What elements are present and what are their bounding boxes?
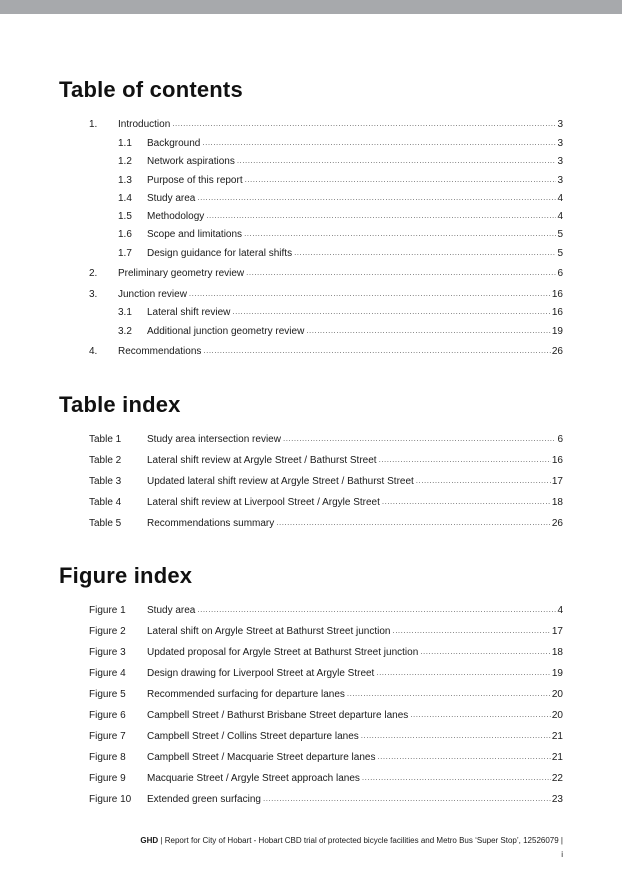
figure-index-page: 20 <box>551 710 563 721</box>
figure-index-page: 19 <box>551 668 563 679</box>
toc-item-number: 3.2 <box>118 326 132 337</box>
leader-dots <box>276 518 551 528</box>
toc-item-title: Purpose of this report <box>147 175 243 186</box>
toc-item-page: 3 <box>557 138 563 149</box>
toc-item-number: 1. <box>89 119 98 130</box>
figure-index-number: Figure 2 <box>89 626 126 637</box>
toc-heading: Table of contents <box>59 77 243 102</box>
leader-dots <box>245 175 557 185</box>
leader-dots <box>392 626 550 636</box>
table-index-page: 17 <box>551 476 563 487</box>
toc-item-title: Lateral shift review <box>147 307 231 318</box>
table-index-item[interactable] <box>89 516 563 530</box>
header-bar <box>0 0 622 14</box>
leader-dots <box>416 476 551 486</box>
figure-index-item[interactable] <box>89 687 563 701</box>
figure-index-number: Figure 10 <box>89 794 132 805</box>
table-index-page: 18 <box>551 497 563 508</box>
toc-item[interactable] <box>89 266 563 280</box>
leader-dots <box>382 497 551 507</box>
toc-item-page: 19 <box>551 326 563 337</box>
table-index-number: Table 2 <box>89 455 122 466</box>
figure-index-number: Figure 1 <box>89 605 126 616</box>
toc-item-title: Introduction <box>118 119 171 130</box>
table-index-item[interactable] <box>89 453 563 467</box>
table-index-item[interactable] <box>89 495 563 509</box>
figure-index-title: Campbell Street / Collins Street departure lanes <box>147 731 359 742</box>
toc-item[interactable] <box>118 246 563 260</box>
toc-item[interactable] <box>118 305 563 319</box>
leader-dots <box>263 794 551 804</box>
figure-index-page: 17 <box>551 626 563 637</box>
toc-item-title: Recommendations <box>118 346 202 357</box>
table-index-title: Recommendations summary <box>147 518 275 529</box>
figure-index-item[interactable] <box>89 666 563 680</box>
toc-item-page: 4 <box>557 193 563 204</box>
table-index-item[interactable] <box>89 432 563 446</box>
table-index-title: Lateral shift review at Liverpool Street / Argyle Street <box>147 497 380 508</box>
table-index-number: Table 5 <box>89 518 122 529</box>
leader-dots <box>172 119 556 129</box>
toc-item-title: Network aspirations <box>147 156 235 167</box>
leader-dots <box>283 434 556 444</box>
leader-dots <box>206 211 556 221</box>
figure-index-number: Figure 8 <box>89 752 126 763</box>
toc-item[interactable] <box>118 136 563 150</box>
leader-dots <box>244 229 556 239</box>
footer <box>140 836 563 845</box>
leader-dots <box>379 455 551 465</box>
toc-item[interactable] <box>118 173 563 187</box>
footer-company: GHD <box>140 836 159 845</box>
leader-dots <box>197 193 556 203</box>
toc-item-page: 3 <box>557 119 563 130</box>
table-index-number: Table 3 <box>89 476 122 487</box>
toc-item-title: Design guidance for lateral shifts <box>147 248 293 259</box>
leader-dots <box>410 710 551 720</box>
table-index-page: 6 <box>557 434 563 445</box>
toc-item-number: 1.3 <box>118 175 132 186</box>
leader-dots <box>197 605 556 615</box>
figure-index-title: Extended green surfacing <box>147 794 261 805</box>
footer-page-number: i <box>561 850 563 859</box>
leader-dots <box>376 668 551 678</box>
toc-item-number: 1.2 <box>118 156 132 167</box>
figure-index-number: Figure 6 <box>89 710 126 721</box>
leader-dots <box>361 731 551 741</box>
table-index-item[interactable] <box>89 474 563 488</box>
table-index-title: Study area intersection review <box>147 434 281 445</box>
leader-dots <box>347 689 551 699</box>
toc-item-number: 1.1 <box>118 138 132 149</box>
figure-index-number: Figure 3 <box>89 647 126 658</box>
leader-dots <box>420 647 551 657</box>
toc-item-page: 4 <box>557 211 563 222</box>
figure-index-title: Recommended surfacing for departure lanes <box>147 689 345 700</box>
toc-item-page: 3 <box>557 156 563 167</box>
leader-dots <box>306 326 551 336</box>
leader-dots <box>202 138 556 148</box>
figure-index-page: 20 <box>551 689 563 700</box>
figure-index-number: Figure 7 <box>89 731 126 742</box>
figure-index-item[interactable] <box>89 771 563 785</box>
figure-index-title: Campbell Street / Bathurst Brisbane Street departure lanes <box>147 710 409 721</box>
leader-dots <box>189 289 551 299</box>
toc-item[interactable] <box>118 154 563 168</box>
toc-item-number: 2. <box>89 268 98 279</box>
figure-index-number: Figure 5 <box>89 689 126 700</box>
figure-index-heading: Figure index <box>59 563 193 588</box>
leader-dots <box>377 752 550 762</box>
figure-index-item[interactable] <box>89 645 563 659</box>
footer-separator: | <box>158 836 165 845</box>
toc-item-number: 1.4 <box>118 193 132 204</box>
leader-dots <box>294 248 556 258</box>
toc-item-number: 1.7 <box>118 248 132 259</box>
toc-item[interactable] <box>118 209 563 223</box>
figure-index-page: 18 <box>551 647 563 658</box>
figure-index-page: 22 <box>551 773 563 784</box>
figure-index-item[interactable] <box>89 792 563 806</box>
table-index-heading: Table index <box>59 392 181 417</box>
toc-item-number: 1.6 <box>118 229 132 240</box>
figure-index-title: Lateral shift on Argyle Street at Bathurst Street junction <box>147 626 391 637</box>
toc-item-title: Preliminary geometry review <box>118 268 245 279</box>
figure-index-title: Updated proposal for Argyle Street at Bathurst Street junction <box>147 647 419 658</box>
toc-item-page: 5 <box>557 248 563 259</box>
toc-item-page: 16 <box>551 307 563 318</box>
toc-item[interactable] <box>89 344 563 358</box>
toc-item[interactable] <box>89 287 563 301</box>
toc-item-page: 5 <box>557 229 563 240</box>
toc-item-page: 3 <box>557 175 563 186</box>
toc-item-number: 1.5 <box>118 211 132 222</box>
figure-index-number: Figure 9 <box>89 773 126 784</box>
toc-item-title: Background <box>147 138 201 149</box>
toc-item-title: Scope and limitations <box>147 229 243 240</box>
figure-index-item[interactable] <box>89 750 563 764</box>
toc-item-number: 4. <box>89 346 98 357</box>
leader-dots <box>237 156 557 166</box>
table-index-title: Updated lateral shift review at Argyle Street / Bathurst Street <box>147 476 414 487</box>
figure-index-page: 23 <box>551 794 563 805</box>
figure-index-item[interactable] <box>89 624 563 638</box>
toc-item-number: 3.1 <box>118 307 132 318</box>
figure-index-title: Macquarie Street / Argyle Street approach lanes <box>147 773 360 784</box>
toc-item-page: 26 <box>551 346 563 357</box>
leader-dots <box>232 307 551 317</box>
figure-index-page: 21 <box>551 752 563 763</box>
figure-index-number: Figure 4 <box>89 668 126 679</box>
figure-index-item[interactable] <box>89 708 563 722</box>
toc-item-page: 16 <box>551 289 563 300</box>
table-index-number: Table 1 <box>89 434 122 445</box>
figure-index-page: 4 <box>557 605 563 616</box>
figure-index-page: 21 <box>551 731 563 742</box>
leader-dots <box>246 268 556 278</box>
toc-item[interactable] <box>118 191 563 205</box>
toc-item-title: Study area <box>147 193 196 204</box>
leader-dots <box>203 346 551 356</box>
figure-index-title: Campbell Street / Macquarie Street departure lanes <box>147 752 376 763</box>
toc-item-title: Junction review <box>118 289 187 300</box>
table-index-page: 26 <box>551 518 563 529</box>
leader-dots <box>362 773 551 783</box>
toc-item[interactable] <box>118 324 563 338</box>
toc-item-page: 6 <box>557 268 563 279</box>
toc-item-number: 3. <box>89 289 98 300</box>
figure-index-item[interactable] <box>89 603 563 617</box>
table-index-page: 16 <box>551 455 563 466</box>
figure-index-item[interactable] <box>89 729 563 743</box>
figure-index-title: Design drawing for Liverpool Street at Argyle Street <box>147 668 375 679</box>
table-index-number: Table 4 <box>89 497 122 508</box>
toc-item-title: Additional junction geometry review <box>147 326 305 337</box>
toc-item[interactable] <box>118 227 563 241</box>
toc-item-title: Methodology <box>147 211 205 222</box>
table-index-title: Lateral shift review at Argyle Street / Bathurst Street <box>147 455 377 466</box>
footer-report-title: Report for City of Hobart - Hobart CBD trial of protected bicycle facilities and Metro Bus ‘Super Stop’, 12526079 | <box>164 836 563 845</box>
toc-item[interactable] <box>89 117 563 131</box>
figure-index-title: Study area <box>147 605 196 616</box>
